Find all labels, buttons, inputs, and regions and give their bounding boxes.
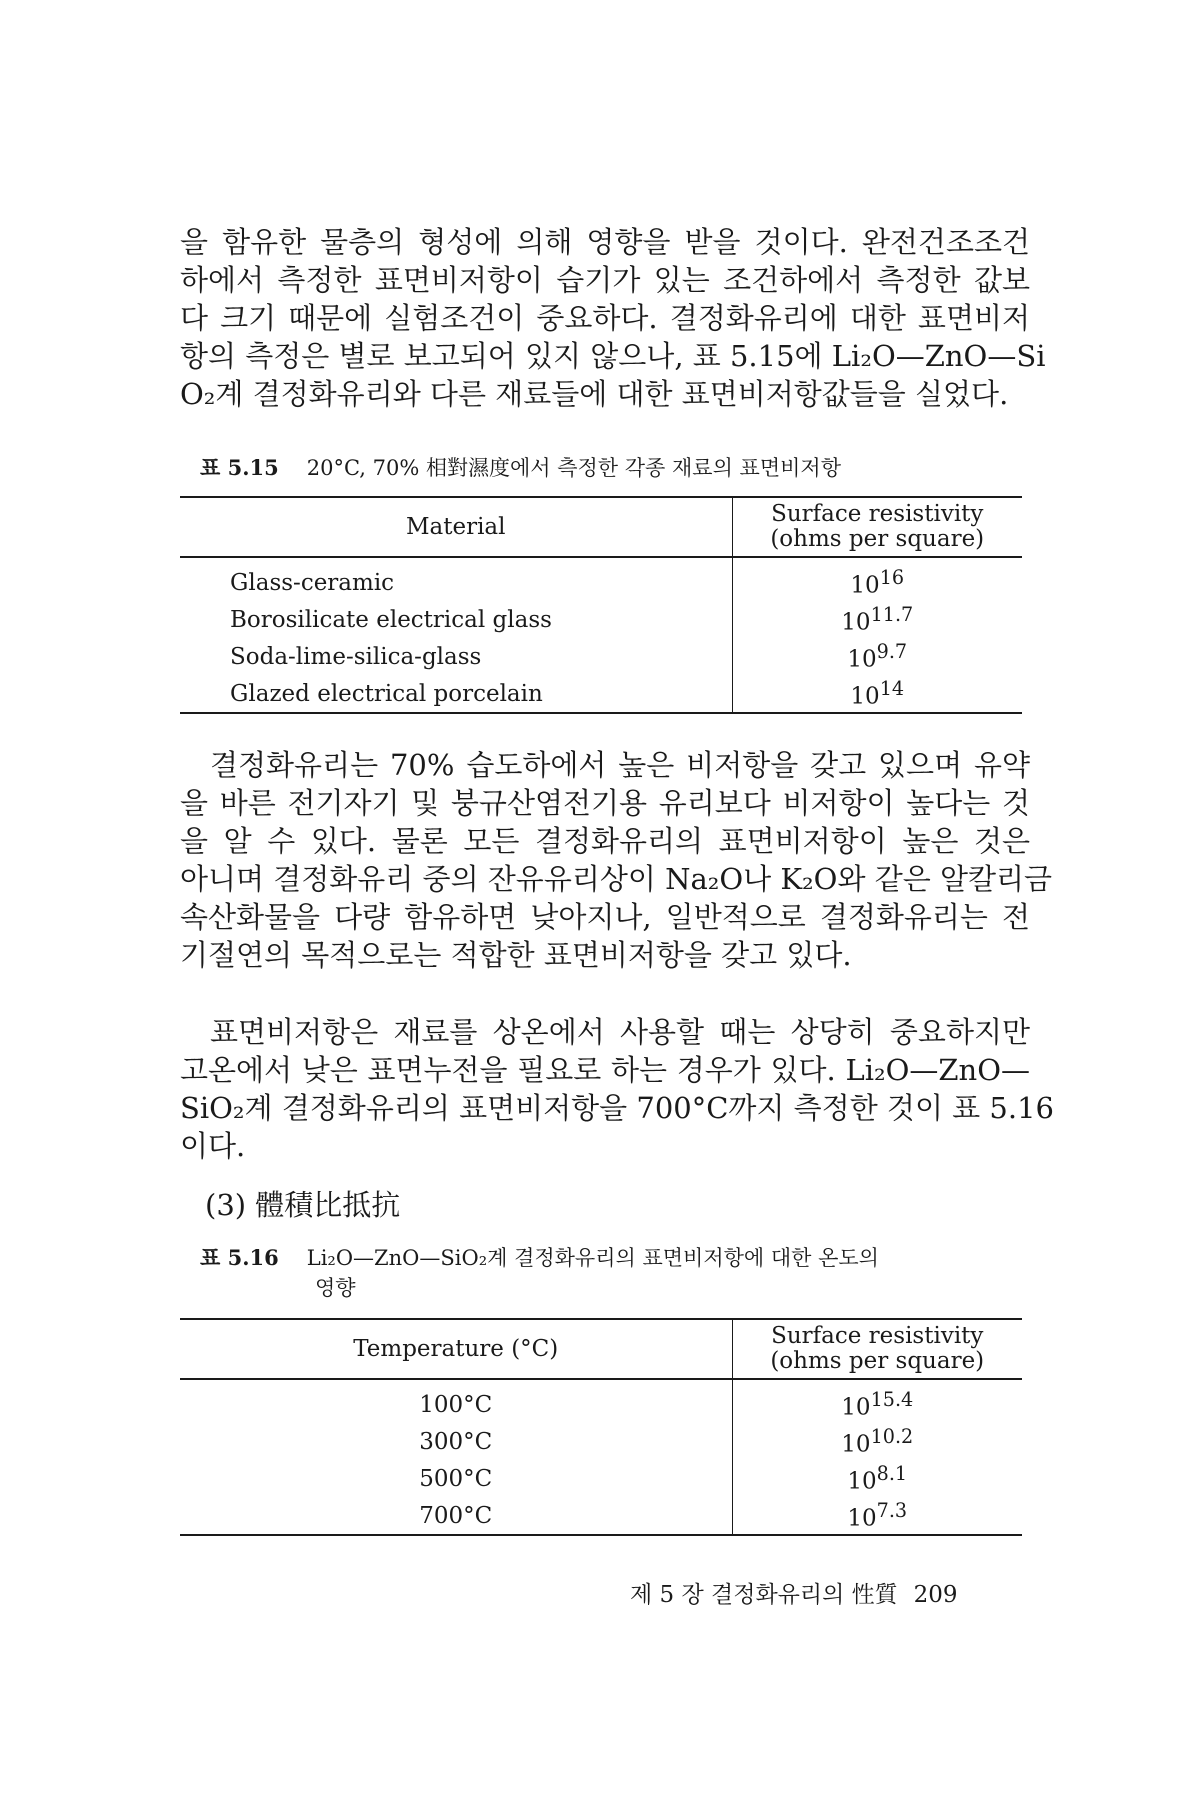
table-title: 20°C, 70% 相對濕度에서 측정한 각종 재료의 표면비저항 xyxy=(306,456,841,480)
value-exponent: 15.4 xyxy=(870,1388,914,1412)
value-base: 10 xyxy=(847,1468,877,1495)
header-line: Surface resistivity xyxy=(771,501,984,527)
table-row xyxy=(180,601,1022,638)
table-row xyxy=(180,675,1022,713)
header-line: Surface resistivity xyxy=(771,1323,984,1349)
table-number: 표 5.15 xyxy=(200,455,279,480)
material-cell: Glazed electrical porcelain xyxy=(180,675,732,713)
table-row xyxy=(180,1460,1022,1497)
table-title-continuation: 영향 xyxy=(315,1276,356,1300)
value-exponent: 7.3 xyxy=(876,1499,908,1523)
header-line: (ohms per square) xyxy=(770,1348,985,1374)
resistivity-cell xyxy=(732,557,1022,601)
resistivity-cell xyxy=(732,675,1022,713)
value-exponent: 8.1 xyxy=(876,1462,908,1486)
value-base: 10 xyxy=(841,609,871,636)
page-number: 209 xyxy=(913,1582,958,1608)
subsection-heading: (3) 體積比抵抗 xyxy=(205,1188,401,1222)
text-line: O₂계 결정화유리와 다른 재료들에 대한 표면비저항값들을 실었다. xyxy=(180,377,1009,411)
table-title: Li₂O—ZnO—SiO₂계 결정화유리의 표면비저항에 대한 온도의 xyxy=(306,1246,879,1270)
column-header-temperature: Temperature (°C) xyxy=(180,1319,732,1379)
temperature-cell: 100°C xyxy=(180,1379,732,1423)
text-line: 다 크기 때문에 실험조건이 중요하다. 결정화유리에 대한 표면비저 xyxy=(180,301,1030,335)
paragraph-surface-resistivity-intro xyxy=(180,223,1046,413)
header-line: (ohms per square) xyxy=(770,526,985,552)
paragraph-glass-ceramic-resistivity xyxy=(180,746,1052,974)
column-header-material: Material xyxy=(180,497,732,557)
temperature-cell: 300°C xyxy=(180,1423,732,1460)
value-exponent: 11.7 xyxy=(870,603,914,627)
column-header-surface-resistivity xyxy=(732,497,1022,557)
value-base: 10 xyxy=(847,646,877,673)
resistivity-cell xyxy=(732,1460,1022,1497)
text-line: 속산화물을 다량 함유하면 낮아지나, 일반적으로 결정화유리는 전 xyxy=(180,900,1030,934)
temperature-cell: 500°C xyxy=(180,1460,732,1497)
material-cell: Borosilicate electrical glass xyxy=(180,601,732,638)
table-5-16-caption xyxy=(200,1243,1020,1303)
text-line: 하에서 측정한 표면비저항이 습기가 있는 조건하에서 측정한 값보 xyxy=(180,263,1030,297)
text-line: 표면비저항은 재료를 상온에서 사용할 때는 상당히 중요하지만 xyxy=(210,1015,1030,1049)
resistivity-cell xyxy=(732,1423,1022,1460)
paragraph-high-temperature xyxy=(180,1013,1054,1165)
value-exponent: 16 xyxy=(879,566,905,590)
value-exponent: 14 xyxy=(879,677,905,701)
text-line: SiO₂계 결정화유리의 표면비저항을 700°C까지 측정한 것이 표 5.16 xyxy=(180,1091,1054,1125)
resistivity-cell xyxy=(732,1497,1022,1535)
text-line: 이다. xyxy=(180,1129,246,1163)
table-number: 표 5.16 xyxy=(200,1245,279,1270)
resistivity-cell xyxy=(732,638,1022,675)
value-base: 10 xyxy=(850,683,880,710)
value-base: 10 xyxy=(841,1431,871,1458)
chapter-title: 제 5 장 결정화유리의 性質 xyxy=(630,1582,898,1608)
resistivity-cell xyxy=(732,601,1022,638)
material-cell: Soda-lime-silica-glass xyxy=(180,638,732,675)
value-base: 10 xyxy=(841,1394,871,1421)
temperature-cell: 700°C xyxy=(180,1497,732,1535)
text-line: 항의 측정은 별로 보고되어 있지 않으나, 표 5.15에 Li₂O—ZnO—Si xyxy=(180,339,1046,373)
table-5-15 xyxy=(180,496,1022,714)
value-base: 10 xyxy=(850,572,880,599)
text-line: 을 함유한 물층의 형성에 의해 영향을 받을 것이다. 완전건조조건 xyxy=(180,225,1030,259)
value-exponent: 10.2 xyxy=(870,1425,914,1449)
table-row xyxy=(180,1379,1022,1423)
text-line: 아니며 결정화유리 중의 잔유유리상이 Na₂O나 K₂O와 같은 알칼리금 xyxy=(180,862,1052,896)
value-base: 10 xyxy=(847,1505,877,1532)
text-line: 고온에서 낮은 표면누전을 필요로 하는 경우가 있다. Li₂O—ZnO— xyxy=(180,1053,1030,1087)
material-cell: Glass-ceramic xyxy=(180,557,732,601)
column-header-surface-resistivity xyxy=(732,1319,1022,1379)
table-row xyxy=(180,1497,1022,1535)
page-footer xyxy=(630,1576,958,1609)
table-row xyxy=(180,1423,1022,1460)
table-5-15-caption xyxy=(200,453,1020,483)
text-line: 을 알 수 있다. 물론 모든 결정화유리의 표면비저항이 높은 것은 xyxy=(180,824,1030,858)
text-line: 을 바른 전기자기 및 붕규산염전기용 유리보다 비저항이 높다는 것 xyxy=(180,786,1030,820)
resistivity-cell xyxy=(732,1379,1022,1423)
text-line: 결정화유리는 70% 습도하에서 높은 비저항을 갖고 있으며 유약 xyxy=(210,748,1030,782)
text-line: 기절연의 목적으로는 적합한 표면비저항을 갖고 있다. xyxy=(180,938,852,972)
table-row xyxy=(180,557,1022,601)
table-5-16 xyxy=(180,1318,1022,1536)
table-row xyxy=(180,638,1022,675)
value-exponent: 9.7 xyxy=(876,640,908,664)
